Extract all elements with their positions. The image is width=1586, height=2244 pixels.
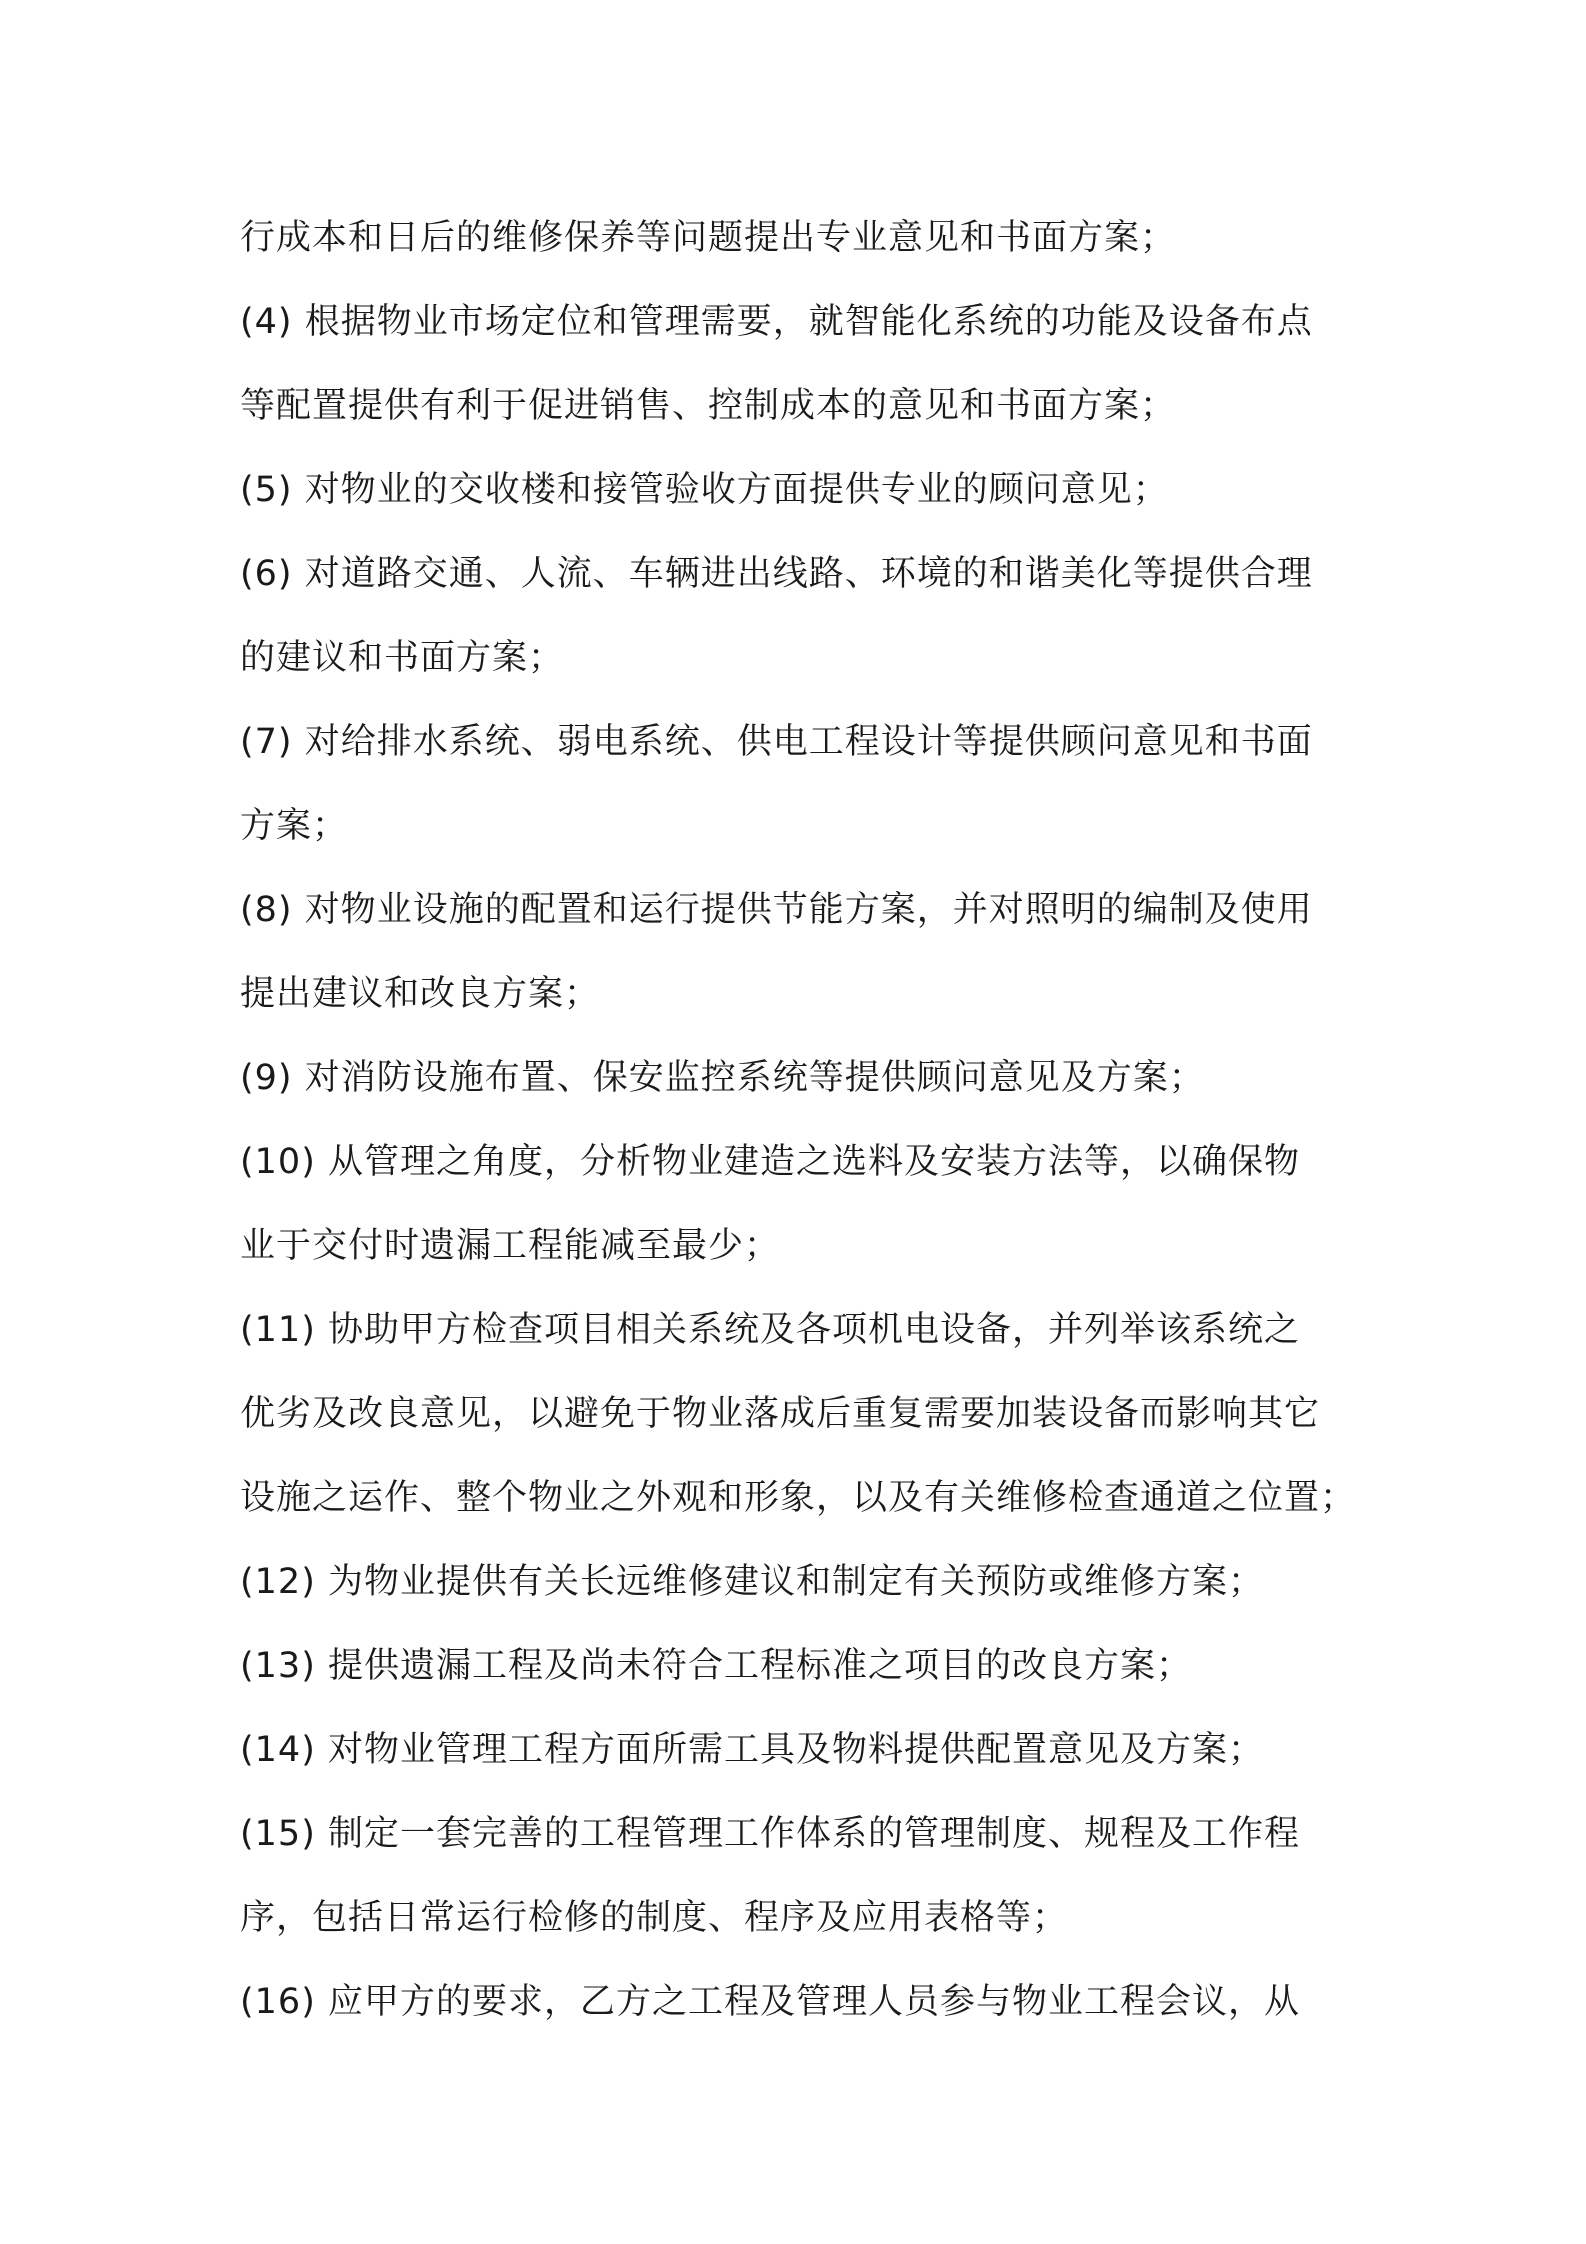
text-line: (14) 对物业管理工程方面所需工具及物料提供配置意见及方案； [240,1730,1264,1770]
text-line: 的建议和书面方案； [240,638,565,678]
text-line: 序，包括日常运行检修的制度、程序及应用表格等； [240,1898,1069,1938]
text-line: (4) 根据物业市场定位和管理需要，就智能化系统的功能及设备布点 [240,302,1313,342]
text-line: 等配置提供有利于促进销售、控制成本的意见和书面方案； [240,386,1177,426]
text-line: (15) 制定一套完善的工程管理工作体系的管理制度、规程及工作程 [240,1814,1300,1854]
text-line: (12) 为物业提供有关长远维修建议和制定有关预防或维修方案； [240,1562,1264,1602]
text-line: (5) 对物业的交收楼和接管验收方面提供专业的顾问意见； [240,470,1169,510]
text-line: (6) 对道路交通、人流、车辆进出线路、环境的和谐美化等提供合理 [240,554,1313,594]
text-line: 方案； [240,806,349,846]
text-line: 业于交付时遗漏工程能减至最少； [240,1226,781,1266]
text-line: 设施之运作、整个物业之外观和形象，以及有关维修检查通道之位置； [240,1478,1357,1518]
text-line: 行成本和日后的维修保养等问题提出专业意见和书面方案； [240,218,1177,258]
text-line: 提出建议和改良方案； [240,974,601,1014]
text-line: (10) 从管理之角度，分析物业建造之选料及安装方法等，以确保物 [240,1142,1300,1182]
text-line: (11) 协助甲方检查项目相关系统及各项机电设备，并列举该系统之 [240,1310,1300,1350]
document-body [240,196,1360,2044]
text-line: (16) 应甲方的要求，乙方之工程及管理人员参与物业工程会议，从 [240,1982,1300,2022]
text-line: (9) 对消防设施布置、保安监控系统等提供顾问意见及方案； [240,1058,1205,1098]
text-line: (13) 提供遗漏工程及尚未符合工程标准之项目的改良方案； [240,1646,1192,1686]
text-line: (8) 对物业设施的配置和运行提供节能方案，并对照明的编制及使用 [240,890,1313,930]
text-line: (7) 对给排水系统、弱电系统、供电工程设计等提供顾问意见和书面 [240,722,1313,762]
text-line: 优劣及改良意见，以避免于物业落成后重复需要加装设备而影响其它 [240,1394,1321,1434]
